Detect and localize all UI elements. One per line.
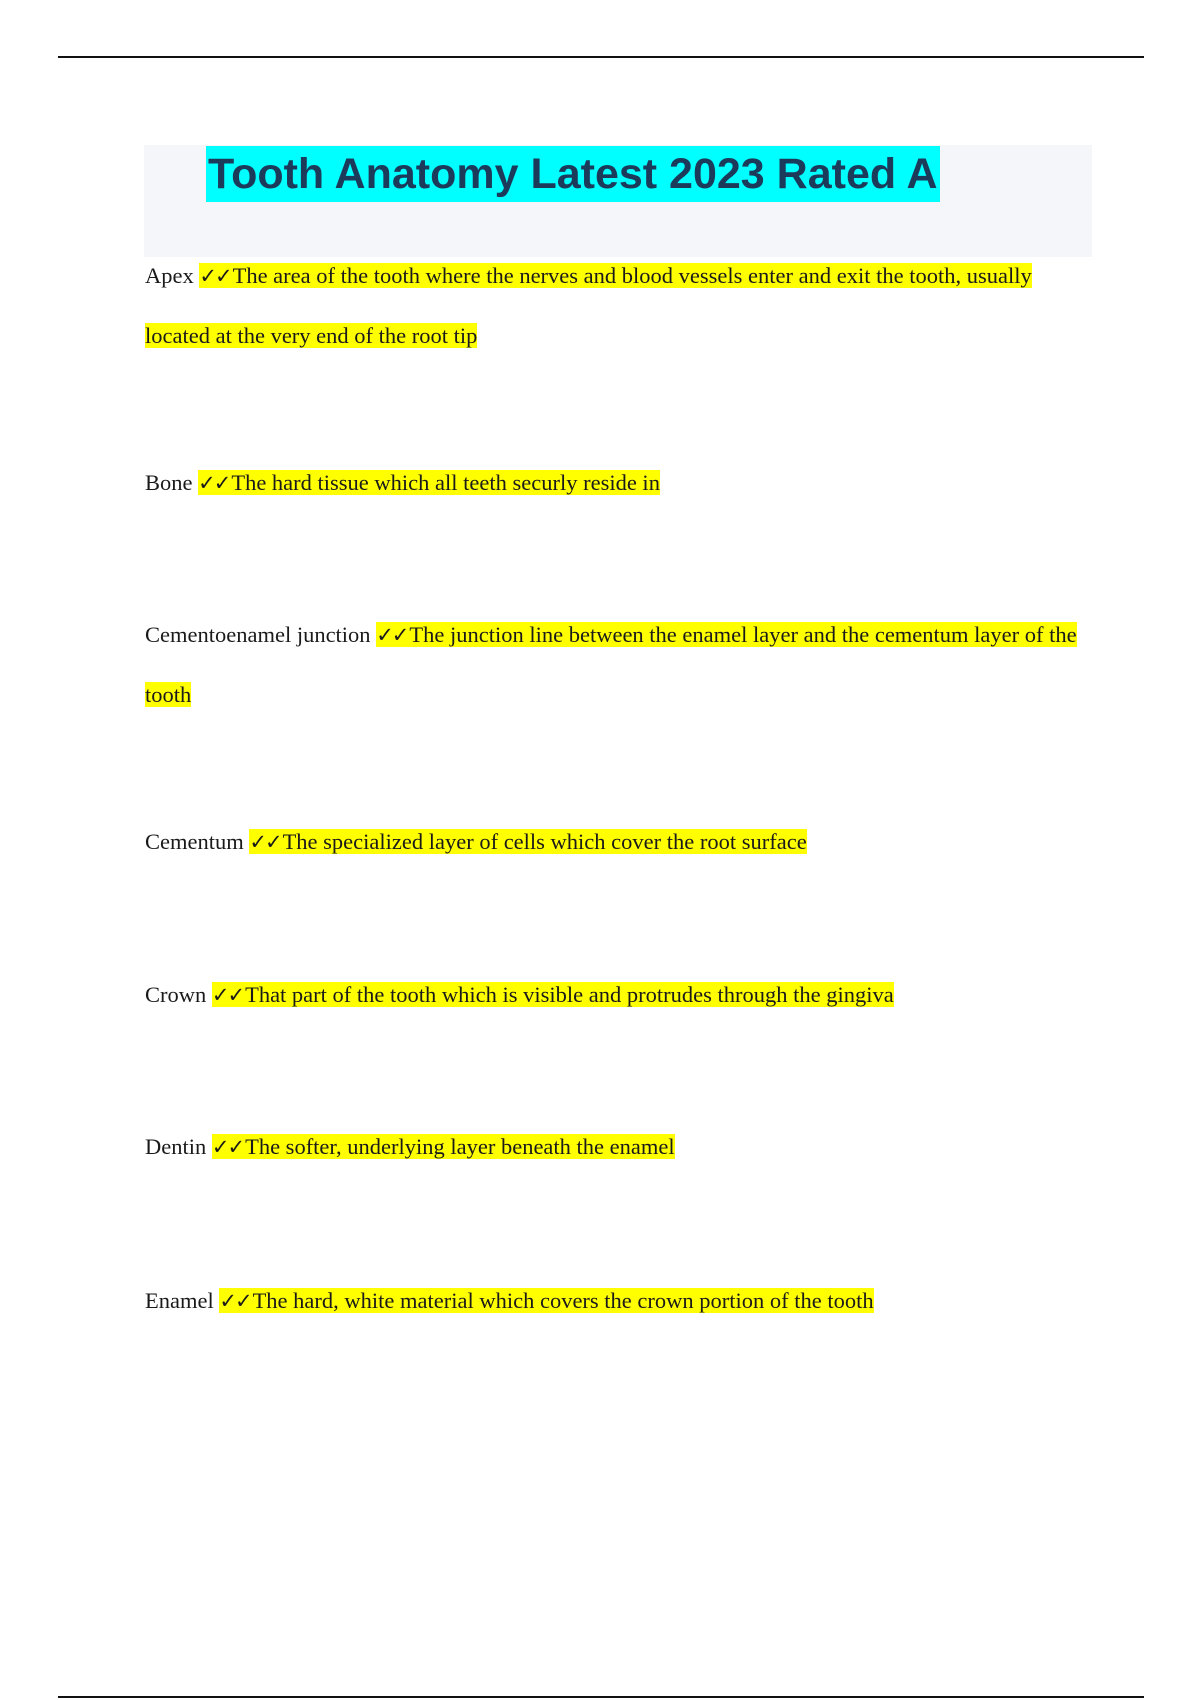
entry-term: Dentin — [145, 1134, 207, 1159]
page-title: Tooth Anatomy Latest 2023 Rated A — [206, 146, 940, 202]
entry-definition — [219, 1288, 873, 1313]
entry-dentin — [145, 1117, 1095, 1177]
double-check-icon: ✓✓ — [199, 264, 231, 288]
entry-definition-text: The junction line between the enamel layer and the cementum layer of the tooth — [145, 622, 1077, 707]
entry-definition — [212, 1134, 675, 1159]
double-check-icon: ✓✓ — [249, 830, 281, 854]
entry-cementum — [145, 812, 1095, 872]
entry-definition-text: That part of the tooth which is visible and protrudes through the gingiva — [245, 982, 894, 1007]
entry-definition-text: The area of the tooth where the nerves and blood vessels enter and exit the tooth, usually located at the very end of the root tip — [145, 263, 1032, 348]
double-check-icon: ✓✓ — [219, 1289, 251, 1313]
entry-term: Enamel — [145, 1288, 214, 1313]
entry-definition-text: The softer, underlying layer beneath the enamel — [245, 1134, 675, 1159]
double-check-icon: ✓✓ — [211, 983, 244, 1007]
entry-bone — [145, 453, 1095, 513]
entry-definition — [145, 263, 1032, 348]
entry-definition-text: The hard, white material which covers the crown portion of the tooth — [252, 1288, 874, 1313]
entry-definition — [212, 982, 894, 1007]
entry-crown — [145, 965, 1095, 1025]
entry-apex — [145, 246, 1095, 365]
double-check-icon: ✓✓ — [376, 623, 408, 647]
entry-definition — [198, 470, 660, 495]
double-check-icon: ✓✓ — [198, 471, 230, 495]
entry-enamel — [145, 1271, 1095, 1331]
entry-term: Cementum — [145, 829, 244, 854]
bottom-rule — [58, 1696, 1144, 1698]
entry-cementoenamel-junction — [145, 605, 1095, 724]
entry-term: Apex — [145, 263, 194, 288]
entry-term: Crown — [145, 982, 207, 1007]
entry-definition-text: The specialized layer of cells which cover the root surface — [282, 829, 807, 854]
entry-term: Cementoenamel junction — [145, 622, 371, 647]
double-check-icon: ✓✓ — [211, 1135, 244, 1159]
entry-term: Bone — [145, 470, 193, 495]
top-rule — [58, 56, 1144, 58]
entry-definition — [249, 829, 806, 854]
entry-definition-text: The hard tissue which all teeth securly reside in — [231, 470, 660, 495]
